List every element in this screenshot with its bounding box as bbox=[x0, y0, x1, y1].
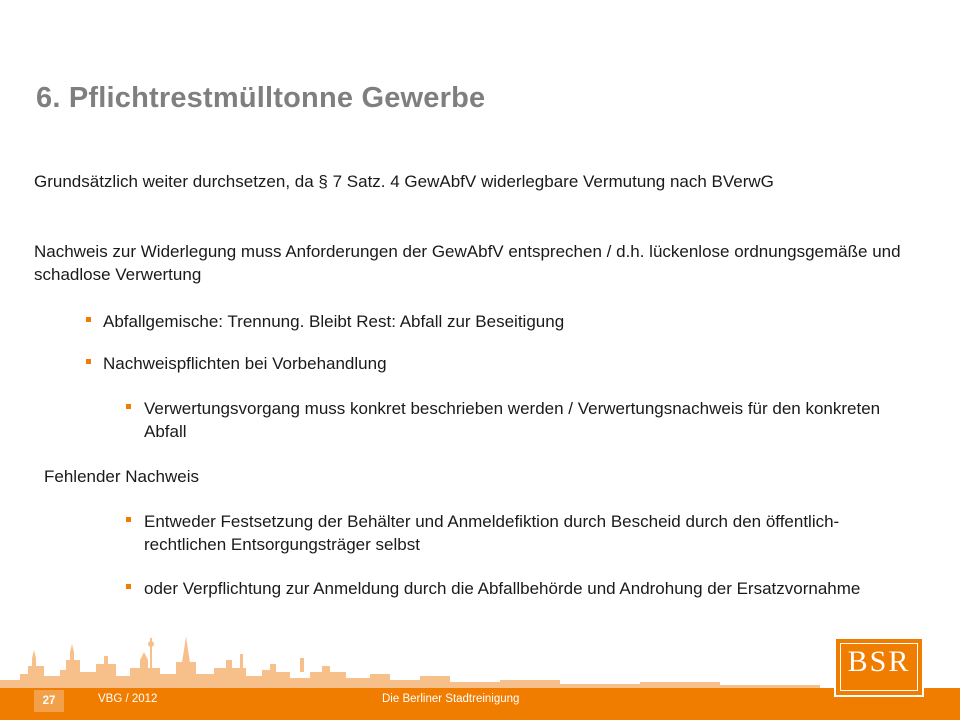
list-item bbox=[126, 577, 906, 600]
bullet-square-icon bbox=[126, 517, 131, 522]
heading-fehlender-nachweis: Fehlender Nachweis bbox=[44, 467, 199, 486]
list-item-text: Verwertungsvorgang muss konkret beschrieben werden / Verwertungsnachweis für den konkreten Abfall bbox=[144, 399, 881, 441]
bullet-square-icon bbox=[86, 317, 91, 322]
list-item-text: Nachweispflichten bei Vorbehandlung bbox=[103, 354, 387, 373]
slide-title: 6. Pflichtrestmülltonne Gewerbe bbox=[36, 82, 486, 114]
list-item bbox=[86, 310, 564, 333]
list-item bbox=[126, 510, 906, 556]
paragraph-nachweis: Nachweis zur Widerlegung muss Anforderungen der GewAbfV entsprechen / d.h. lückenlose ordnungsgemäße und schadlose Verwertung bbox=[34, 242, 901, 284]
footer-date-label: VBG / 2012 bbox=[98, 693, 158, 705]
list-item bbox=[86, 352, 387, 375]
logo-text: BSR bbox=[847, 645, 911, 678]
footer-company-name: Die Berliner Stadtreinigung bbox=[382, 693, 520, 705]
bullet-square-icon bbox=[86, 359, 91, 364]
list-item-text: oder Verpflichtung zur Anmeldung durch die Abfallbehörde und Androhung der Ersatzvornahme bbox=[144, 579, 861, 598]
list-item-text: Entweder Festsetzung der Behälter und Anmeldefiktion durch Bescheid durch den öffentlich-rechtlichen Entsorgungsträger selbst bbox=[144, 512, 840, 554]
bullet-square-icon bbox=[126, 404, 131, 409]
bullet-square-icon bbox=[126, 584, 131, 589]
bsr-logo bbox=[834, 637, 924, 697]
page-number: 27 bbox=[34, 690, 64, 712]
list-item-text: Abfallgemische: Trennung. Bleibt Rest: Abfall zur Beseitigung bbox=[103, 312, 565, 331]
list-item bbox=[126, 397, 906, 443]
paragraph-grundsaetzlich: Grundsätzlich weiter durchsetzen, da § 7 Satz. 4 GewAbfV widerlegbare Vermutung nach BVerwG bbox=[34, 172, 774, 191]
berlin-skyline-icon bbox=[0, 630, 820, 688]
